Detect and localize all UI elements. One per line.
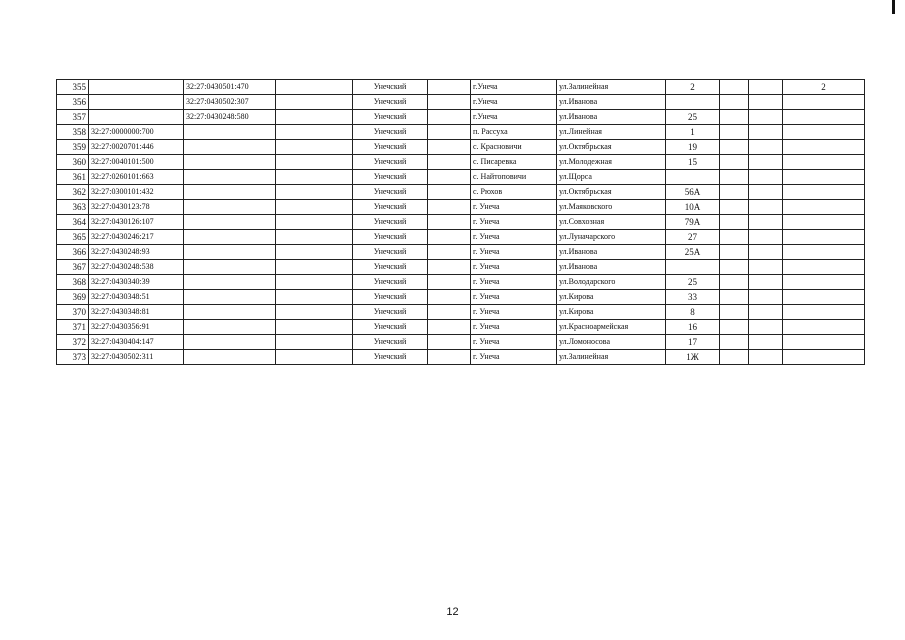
blank-cell xyxy=(276,140,353,155)
row-number: 360 xyxy=(57,155,89,170)
extra-value-cell xyxy=(783,335,865,350)
street-cell: ул.Ломоносова xyxy=(557,335,666,350)
row-number: 369 xyxy=(57,290,89,305)
blank-cell xyxy=(428,125,471,140)
blank-cell xyxy=(276,80,353,95)
blank-cell xyxy=(276,260,353,275)
table-row xyxy=(57,185,865,200)
blank-cell xyxy=(276,200,353,215)
row-number: 355 xyxy=(57,80,89,95)
settlement-cell: с. Найтоповичи xyxy=(471,170,557,185)
cadastral-number-building xyxy=(89,95,184,110)
row-number: 370 xyxy=(57,305,89,320)
blank-cell xyxy=(428,110,471,125)
row-number: 373 xyxy=(57,350,89,365)
table-body xyxy=(57,80,865,365)
settlement-cell: с. Рюхов xyxy=(471,185,557,200)
blank-cell xyxy=(749,305,783,320)
blank-cell xyxy=(276,275,353,290)
extra-value-cell xyxy=(783,290,865,305)
district-cell: Унечский xyxy=(353,170,428,185)
blank-cell xyxy=(428,215,471,230)
street-cell: ул.Линейная xyxy=(557,125,666,140)
table-row xyxy=(57,245,865,260)
street-cell: ул.Красноармейская xyxy=(557,320,666,335)
house-number-cell: 56А xyxy=(666,185,720,200)
cadastral-number-building: 32:27:0430126:107 xyxy=(89,215,184,230)
cadastral-number-building: 32:27:0430502:311 xyxy=(89,350,184,365)
extra-value-cell xyxy=(783,110,865,125)
cadastral-number-premises xyxy=(184,230,276,245)
district-cell: Унечский xyxy=(353,230,428,245)
house-number-cell: 2 xyxy=(666,80,720,95)
district-cell: Унечский xyxy=(353,350,428,365)
extra-value-cell xyxy=(783,245,865,260)
blank-cell xyxy=(428,80,471,95)
cadastral-number-building: 32:27:0260101:663 xyxy=(89,170,184,185)
blank-cell xyxy=(720,335,749,350)
blank-cell xyxy=(428,140,471,155)
row-number: 363 xyxy=(57,200,89,215)
blank-cell xyxy=(749,215,783,230)
blank-cell xyxy=(428,95,471,110)
extra-value-cell xyxy=(783,200,865,215)
street-cell: ул.Иванова xyxy=(557,260,666,275)
row-number: 368 xyxy=(57,275,89,290)
extra-value-cell xyxy=(783,305,865,320)
cadastral-number-building: 32:27:0300101:432 xyxy=(89,185,184,200)
house-number-cell: 15 xyxy=(666,155,720,170)
blank-cell xyxy=(276,290,353,305)
settlement-cell: г. Унеча xyxy=(471,320,557,335)
row-number: 358 xyxy=(57,125,89,140)
district-cell: Унечский xyxy=(353,155,428,170)
row-number: 371 xyxy=(57,320,89,335)
street-cell: ул.Залинейная xyxy=(557,80,666,95)
blank-cell xyxy=(720,185,749,200)
table-row xyxy=(57,110,865,125)
blank-cell xyxy=(749,320,783,335)
district-cell: Унечский xyxy=(353,80,428,95)
cadastral-number-premises xyxy=(184,185,276,200)
property-table xyxy=(56,79,865,365)
street-cell: ул.Совхозная xyxy=(557,215,666,230)
blank-cell xyxy=(428,290,471,305)
blank-cell xyxy=(428,245,471,260)
blank-cell xyxy=(720,155,749,170)
blank-cell xyxy=(276,335,353,350)
settlement-cell: г. Унеча xyxy=(471,215,557,230)
cadastral-number-building xyxy=(89,80,184,95)
cadastral-number-premises: 32:27:0430502:307 xyxy=(184,95,276,110)
district-cell: Унечский xyxy=(353,110,428,125)
house-number-cell xyxy=(666,260,720,275)
settlement-cell: с. Красновичи xyxy=(471,140,557,155)
blank-cell xyxy=(749,95,783,110)
blank-cell xyxy=(749,140,783,155)
district-cell: Унечский xyxy=(353,245,428,260)
blank-cell xyxy=(720,110,749,125)
blank-cell xyxy=(720,305,749,320)
row-number: 365 xyxy=(57,230,89,245)
cadastral-number-building: 32:27:0430348:51 xyxy=(89,290,184,305)
table-row xyxy=(57,320,865,335)
house-number-cell xyxy=(666,95,720,110)
extra-value-cell xyxy=(783,155,865,170)
blank-cell xyxy=(276,245,353,260)
table-row xyxy=(57,95,865,110)
district-cell: Унечский xyxy=(353,215,428,230)
district-cell: Унечский xyxy=(353,125,428,140)
blank-cell xyxy=(720,170,749,185)
blank-cell xyxy=(428,170,471,185)
table-row xyxy=(57,125,865,140)
cadastral-number-premises: 32:27:0430501:470 xyxy=(184,80,276,95)
cadastral-number-building: 32:27:0430123:78 xyxy=(89,200,184,215)
extra-value-cell xyxy=(783,215,865,230)
extra-value-cell: 2 xyxy=(783,80,865,95)
blank-cell xyxy=(276,305,353,320)
blank-cell xyxy=(749,125,783,140)
street-cell: ул.Маяковского xyxy=(557,200,666,215)
blank-cell xyxy=(749,275,783,290)
row-number: 357 xyxy=(57,110,89,125)
page-edge-mark xyxy=(892,0,895,14)
table-row xyxy=(57,140,865,155)
street-cell: ул.Кирова xyxy=(557,305,666,320)
district-cell: Унечский xyxy=(353,320,428,335)
district-cell: Унечский xyxy=(353,140,428,155)
house-number-cell: 1 xyxy=(666,125,720,140)
house-number-cell: 10А xyxy=(666,200,720,215)
blank-cell xyxy=(720,200,749,215)
street-cell: ул.Залинейная xyxy=(557,350,666,365)
blank-cell xyxy=(428,155,471,170)
blank-cell xyxy=(428,275,471,290)
blank-cell xyxy=(276,350,353,365)
house-number-cell: 25 xyxy=(666,110,720,125)
blank-cell xyxy=(720,80,749,95)
blank-cell xyxy=(749,230,783,245)
extra-value-cell xyxy=(783,95,865,110)
cadastral-number-premises xyxy=(184,320,276,335)
cadastral-number-premises xyxy=(184,245,276,260)
row-number: 366 xyxy=(57,245,89,260)
blank-cell xyxy=(428,200,471,215)
blank-cell xyxy=(720,260,749,275)
cadastral-number-premises xyxy=(184,170,276,185)
cadastral-number-building: 32:27:0430248:538 xyxy=(89,260,184,275)
house-number-cell: 16 xyxy=(666,320,720,335)
district-cell: Унечский xyxy=(353,200,428,215)
blank-cell xyxy=(276,320,353,335)
table-row xyxy=(57,200,865,215)
extra-value-cell xyxy=(783,260,865,275)
district-cell: Унечский xyxy=(353,290,428,305)
settlement-cell: г.Унеча xyxy=(471,95,557,110)
settlement-cell: г. Унеча xyxy=(471,230,557,245)
blank-cell xyxy=(720,290,749,305)
house-number-cell: 25А xyxy=(666,245,720,260)
blank-cell xyxy=(276,215,353,230)
cadastral-number-building: 32:27:0430356:91 xyxy=(89,320,184,335)
blank-cell xyxy=(428,260,471,275)
cadastral-number-premises xyxy=(184,125,276,140)
settlement-cell: г. Унеча xyxy=(471,350,557,365)
table-row xyxy=(57,350,865,365)
cadastral-number-premises xyxy=(184,290,276,305)
blank-cell xyxy=(720,230,749,245)
house-number-cell: 79А xyxy=(666,215,720,230)
cadastral-number-premises xyxy=(184,350,276,365)
extra-value-cell xyxy=(783,275,865,290)
blank-cell xyxy=(276,170,353,185)
table-row xyxy=(57,290,865,305)
blank-cell xyxy=(749,200,783,215)
blank-cell xyxy=(749,290,783,305)
cadastral-number-premises: 32:27:0430248:580 xyxy=(184,110,276,125)
settlement-cell: г. Унеча xyxy=(471,260,557,275)
house-number-cell: 33 xyxy=(666,290,720,305)
district-cell: Унечский xyxy=(353,335,428,350)
row-number: 367 xyxy=(57,260,89,275)
settlement-cell: г.Унеча xyxy=(471,110,557,125)
street-cell: ул.Кирова xyxy=(557,290,666,305)
street-cell: ул.Иванова xyxy=(557,110,666,125)
blank-cell xyxy=(428,335,471,350)
cadastral-number-building: 32:27:0430248:93 xyxy=(89,245,184,260)
street-cell: ул.Иванова xyxy=(557,95,666,110)
house-number-cell: 25 xyxy=(666,275,720,290)
house-number-cell xyxy=(666,170,720,185)
cadastral-number-building: 32:27:0000000:700 xyxy=(89,125,184,140)
blank-cell xyxy=(720,95,749,110)
blank-cell xyxy=(749,260,783,275)
district-cell: Унечский xyxy=(353,275,428,290)
blank-cell xyxy=(749,185,783,200)
extra-value-cell xyxy=(783,125,865,140)
cadastral-number-premises xyxy=(184,275,276,290)
settlement-cell: г. Унеча xyxy=(471,200,557,215)
extra-value-cell xyxy=(783,320,865,335)
blank-cell xyxy=(749,350,783,365)
blank-cell xyxy=(428,320,471,335)
settlement-cell: г.Унеча xyxy=(471,80,557,95)
blank-cell xyxy=(749,245,783,260)
extra-value-cell xyxy=(783,185,865,200)
cadastral-number-building: 32:27:0430348:81 xyxy=(89,305,184,320)
cadastral-number-premises xyxy=(184,200,276,215)
cadastral-number-building: 32:27:0430246:217 xyxy=(89,230,184,245)
street-cell: ул.Октябрьская xyxy=(557,140,666,155)
cadastral-number-premises xyxy=(184,305,276,320)
cadastral-number-premises xyxy=(184,260,276,275)
blank-cell xyxy=(276,155,353,170)
blank-cell xyxy=(428,185,471,200)
extra-value-cell xyxy=(783,170,865,185)
row-number: 372 xyxy=(57,335,89,350)
blank-cell xyxy=(749,110,783,125)
row-number: 364 xyxy=(57,215,89,230)
blank-cell xyxy=(720,140,749,155)
house-number-cell: 19 xyxy=(666,140,720,155)
street-cell: ул.Луначарского xyxy=(557,230,666,245)
settlement-cell: г. Унеча xyxy=(471,245,557,260)
table-row xyxy=(57,335,865,350)
settlement-cell: г. Унеча xyxy=(471,335,557,350)
table-row xyxy=(57,155,865,170)
table-row xyxy=(57,260,865,275)
house-number-cell: 27 xyxy=(666,230,720,245)
district-cell: Унечский xyxy=(353,305,428,320)
table-row xyxy=(57,305,865,320)
cadastral-number-premises xyxy=(184,140,276,155)
street-cell: ул.Щорса xyxy=(557,170,666,185)
blank-cell xyxy=(428,305,471,320)
blank-cell xyxy=(276,110,353,125)
cadastral-number-building xyxy=(89,110,184,125)
table-row xyxy=(57,275,865,290)
street-cell: ул.Иванова xyxy=(557,245,666,260)
cadastral-number-building: 32:27:0430340:39 xyxy=(89,275,184,290)
street-cell: ул.Октябрьская xyxy=(557,185,666,200)
blank-cell xyxy=(276,230,353,245)
district-cell: Унечский xyxy=(353,260,428,275)
extra-value-cell xyxy=(783,140,865,155)
blank-cell xyxy=(720,245,749,260)
blank-cell xyxy=(720,275,749,290)
settlement-cell: г. Унеча xyxy=(471,305,557,320)
blank-cell xyxy=(749,80,783,95)
table-row xyxy=(57,230,865,245)
blank-cell xyxy=(276,95,353,110)
row-number: 362 xyxy=(57,185,89,200)
house-number-cell: 17 xyxy=(666,335,720,350)
blank-cell xyxy=(720,320,749,335)
street-cell: ул.Молодежная xyxy=(557,155,666,170)
blank-cell xyxy=(428,350,471,365)
cadastral-number-premises xyxy=(184,155,276,170)
extra-value-cell xyxy=(783,350,865,365)
cadastral-number-building: 32:27:0430404:147 xyxy=(89,335,184,350)
blank-cell xyxy=(749,155,783,170)
row-number: 356 xyxy=(57,95,89,110)
blank-cell xyxy=(276,185,353,200)
cadastral-number-building: 32:27:0020701:446 xyxy=(89,140,184,155)
blank-cell xyxy=(720,350,749,365)
blank-cell xyxy=(428,230,471,245)
table-row xyxy=(57,170,865,185)
cadastral-number-premises xyxy=(184,335,276,350)
blank-cell xyxy=(276,125,353,140)
blank-cell xyxy=(720,215,749,230)
blank-cell xyxy=(749,335,783,350)
blank-cell xyxy=(749,170,783,185)
settlement-cell: г. Унеча xyxy=(471,275,557,290)
house-number-cell: 1Ж xyxy=(666,350,720,365)
settlement-cell: п. Рассуха xyxy=(471,125,557,140)
row-number: 361 xyxy=(57,170,89,185)
extra-value-cell xyxy=(783,230,865,245)
district-cell: Унечский xyxy=(353,185,428,200)
district-cell: Унечский xyxy=(353,95,428,110)
house-number-cell: 8 xyxy=(666,305,720,320)
blank-cell xyxy=(720,125,749,140)
page-number: 12 xyxy=(446,606,459,618)
settlement-cell: г. Унеча xyxy=(471,290,557,305)
table-row xyxy=(57,80,865,95)
cadastral-number-premises xyxy=(184,215,276,230)
street-cell: ул.Володарского xyxy=(557,275,666,290)
settlement-cell: с. Писаревка xyxy=(471,155,557,170)
cadastral-number-building: 32:27:0040101:500 xyxy=(89,155,184,170)
row-number: 359 xyxy=(57,140,89,155)
table-row xyxy=(57,215,865,230)
